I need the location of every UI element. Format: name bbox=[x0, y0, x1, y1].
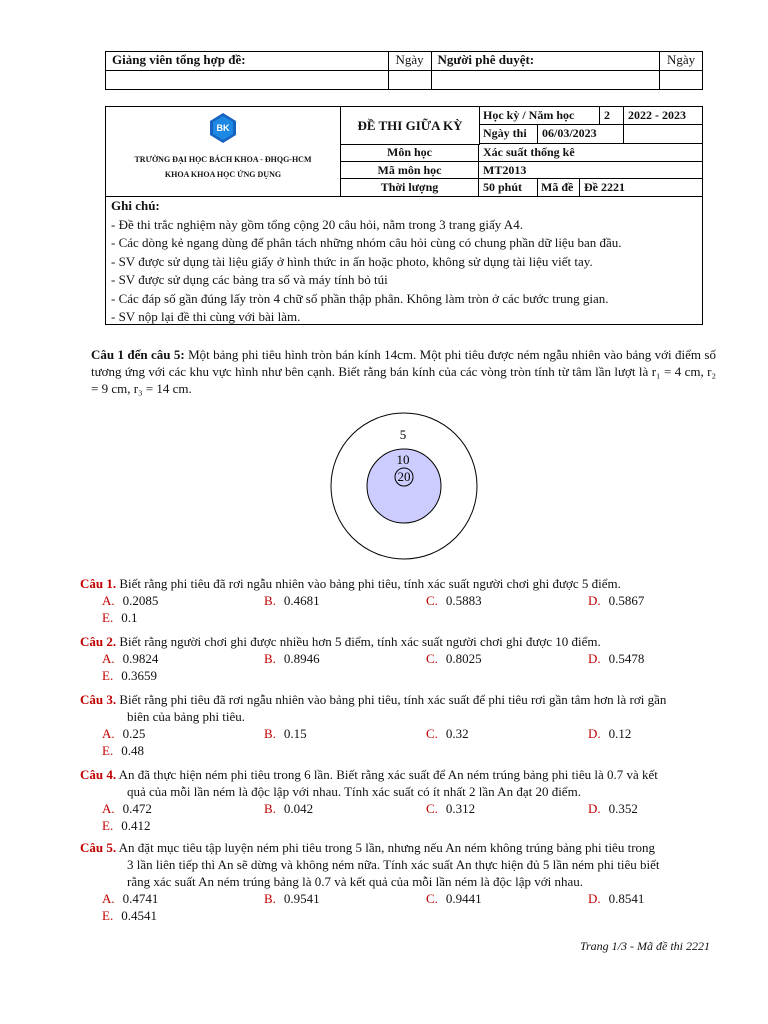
page-footer: Trang 1/3 - Mã đề thi 2221 bbox=[579, 939, 710, 953]
answer-option[interactable] bbox=[426, 800, 475, 817]
question-text: biên của bảng phi tiêu. bbox=[127, 709, 246, 724]
approver-label: Người phê duyệt: bbox=[431, 52, 660, 71]
subject-label: Môn học bbox=[341, 144, 479, 162]
option-value: 0.2085 bbox=[122, 593, 159, 608]
empty-cell bbox=[624, 125, 702, 144]
option-value: 0.352 bbox=[608, 801, 638, 816]
answer-option[interactable] bbox=[264, 725, 307, 742]
intro-text: Một bảng phi tiêu hình tròn bán kính 14cm. Một phi tiêu được ném ngẫu nhiên vào bảng với điểm số tương ứng với các khu vực hình như bên cạnh. Biết rằng bán kính của các vòng tròn tính từ tâm lần lượt là r₁ = 4 cm, r₂ = 9 cm, r₃ = 14 cm. bbox=[91, 347, 716, 396]
question-label: Câu 2. bbox=[80, 634, 117, 649]
option-letter: C. bbox=[426, 726, 438, 741]
exam-title: ĐỀ THI GIỮA KỲ bbox=[341, 107, 480, 145]
option-value: 0.25 bbox=[122, 726, 146, 741]
answer-option[interactable] bbox=[588, 650, 644, 667]
year-value: 2022 - 2023 bbox=[624, 107, 702, 125]
option-letter: B. bbox=[264, 726, 276, 741]
option-value: 0.412 bbox=[121, 818, 151, 833]
answer-option[interactable] bbox=[426, 650, 482, 667]
answer-option[interactable] bbox=[102, 592, 158, 609]
option-value: 0.472 bbox=[122, 801, 152, 816]
option-letter: D. bbox=[588, 891, 601, 906]
option-letter: E. bbox=[102, 610, 114, 625]
dartboard-figure bbox=[330, 412, 480, 562]
question-item bbox=[80, 839, 716, 924]
question-group-intro bbox=[91, 346, 716, 397]
option-value: 0.4741 bbox=[122, 891, 159, 906]
option-value: 0.5883 bbox=[445, 593, 482, 608]
university-cell bbox=[106, 107, 341, 196]
option-value: 0.8025 bbox=[445, 651, 482, 666]
question-item bbox=[80, 691, 716, 759]
course-code-label: Mã môn học bbox=[341, 162, 479, 179]
date-label: Ngày bbox=[388, 52, 431, 71]
question-text: Biết rằng phi tiêu đã rơi ngẫu nhiên vào bảng phi tiêu, tính xác suất để phi tiêu rơi gần tâm hơn là rơi gần bbox=[119, 692, 667, 707]
answer-option[interactable] bbox=[102, 817, 150, 834]
compiler-signature-cell bbox=[106, 71, 389, 90]
option-value: 0.32 bbox=[445, 726, 469, 741]
answer-option[interactable] bbox=[264, 890, 320, 907]
option-value: 0.9824 bbox=[122, 651, 159, 666]
middle-score-label: 10 bbox=[396, 452, 410, 467]
question-text: rằng xác suất An ném trúng bảng là 0.7 và kết quả của mỗi lần ném là độc lập với nhau. bbox=[127, 874, 583, 889]
answer-option[interactable] bbox=[102, 907, 157, 924]
date-cell bbox=[388, 71, 431, 90]
answer-option[interactable] bbox=[426, 890, 482, 907]
option-value: 0.48 bbox=[121, 743, 144, 758]
option-value: 0.15 bbox=[283, 726, 307, 741]
answer-option[interactable] bbox=[102, 890, 158, 907]
duration-value: 50 phút bbox=[479, 179, 538, 196]
semester-value: 2 bbox=[600, 107, 624, 125]
option-letter: E. bbox=[102, 668, 114, 683]
option-letter: B. bbox=[264, 593, 276, 608]
option-letter: D. bbox=[588, 651, 601, 666]
notes-box bbox=[105, 197, 703, 325]
exam-header bbox=[105, 106, 703, 197]
answer-option[interactable] bbox=[264, 800, 313, 817]
question-text: An đặt mục tiêu tập luyện ném phi tiêu trong 5 lần, nhưng nếu An ném không trúng bảng phi tiêu trong bbox=[118, 840, 656, 855]
question-text: Biết rằng phi tiêu đã rơi ngẫu nhiên vào bảng phi tiêu, tính xác suất người chơi ghi được 5 điểm. bbox=[119, 576, 621, 591]
course-code-value: MT2013 bbox=[479, 162, 702, 179]
exam-date-label: Ngày thi bbox=[479, 125, 538, 144]
answer-option[interactable] bbox=[102, 800, 152, 817]
compiler-label: Giảng viên tổng hợp đề: bbox=[106, 52, 389, 71]
option-letter: C. bbox=[426, 801, 438, 816]
option-value: 0.12 bbox=[608, 726, 632, 741]
option-letter: E. bbox=[102, 818, 114, 833]
option-value: 0.3659 bbox=[121, 668, 157, 683]
option-letter: E. bbox=[102, 743, 114, 758]
answer-option[interactable] bbox=[426, 725, 469, 742]
note-item: - SV nộp lại đề thi cùng với bài làm. bbox=[111, 309, 301, 324]
inner-score-label: 20 bbox=[397, 469, 411, 484]
question-label: Câu 4. bbox=[80, 767, 117, 782]
notes-title: Ghi chú: bbox=[111, 198, 160, 213]
answer-option[interactable] bbox=[426, 592, 482, 609]
option-value: 0.042 bbox=[283, 801, 314, 816]
exam-code-value: Đề 2221 bbox=[584, 180, 625, 194]
option-letter: D. bbox=[588, 726, 601, 741]
option-value: 0.1 bbox=[121, 610, 138, 625]
answer-option[interactable] bbox=[588, 800, 638, 817]
option-value: 0.5867 bbox=[608, 593, 645, 608]
option-letter: A. bbox=[102, 726, 115, 741]
option-value: 0.8541 bbox=[608, 891, 645, 906]
option-letter: E. bbox=[102, 908, 114, 923]
question-label: Câu 1. bbox=[80, 576, 117, 591]
question-text: 3 lần liên tiếp thì An sẽ dừng và không ném nữa. Tính xác suất An thực hiện đủ 5 lần ném phi tiêu biết bbox=[127, 857, 660, 872]
question-text: An đã thực hiện ném phi tiêu trong 6 lần. Biết rằng xác suất để An ném trúng bảng phi tiêu là 0.7 và kết bbox=[118, 767, 658, 782]
note-item: - SV được sử dụng các bảng tra số và máy tính bỏ túi bbox=[111, 272, 388, 287]
option-letter: C. bbox=[426, 651, 438, 666]
option-value: 0.4681 bbox=[283, 593, 320, 608]
option-letter: D. bbox=[588, 593, 601, 608]
option-value: 0.9441 bbox=[445, 891, 482, 906]
option-letter: A. bbox=[102, 891, 115, 906]
option-letter: C. bbox=[426, 593, 438, 608]
outer-score-label: 5 bbox=[399, 427, 407, 442]
subject-value: Xác suất thống kê bbox=[479, 144, 702, 162]
option-letter: B. bbox=[264, 801, 276, 816]
approval-table bbox=[105, 51, 703, 90]
option-value: 0.312 bbox=[445, 801, 476, 816]
note-item: - Đề thi trắc nghiệm này gồm tổng cộng 20 câu hỏi, nằm trong 3 trang giấy A4. bbox=[111, 216, 523, 232]
note-item: - SV được sử dụng tài liệu giấy ở hình thức in ấn hoặc photo, không sử dụng tài liệu viết tay. bbox=[111, 253, 593, 269]
answer-option[interactable] bbox=[102, 609, 137, 626]
option-value: 0.9541 bbox=[283, 891, 320, 906]
question-item bbox=[80, 575, 716, 626]
answer-option[interactable] bbox=[588, 890, 644, 907]
answer-option[interactable] bbox=[102, 725, 145, 742]
semester-label: Học kỳ / Năm học bbox=[479, 107, 600, 125]
option-letter: B. bbox=[264, 651, 276, 666]
logo-text: BK bbox=[216, 123, 230, 133]
answer-option[interactable] bbox=[264, 592, 320, 609]
exam-code-label: Mã đề bbox=[538, 179, 580, 196]
question-item bbox=[80, 766, 716, 834]
answer-option[interactable] bbox=[588, 725, 631, 742]
university-logo-icon bbox=[210, 113, 236, 143]
question-item bbox=[80, 633, 716, 684]
date-label: Ngày bbox=[660, 52, 703, 71]
question-text: quả của mỗi lần ném là độc lập với nhau. Tính xác suất có ít nhất 2 lần An đạt 20 điểm. bbox=[127, 784, 581, 799]
note-item: - Các đáp số gần đúng lấy tròn 4 chữ số phần thập phân. Không làm tròn ở các bước trung gian. bbox=[111, 290, 609, 306]
answer-option[interactable] bbox=[588, 592, 644, 609]
answer-option[interactable] bbox=[102, 742, 144, 759]
exam-date-value: 06/03/2023 bbox=[538, 125, 624, 144]
university-name: TRƯỜNG ĐẠI HỌC BÁCH KHOA - ĐHQG-HCM bbox=[134, 155, 312, 164]
question-label: Câu 5. bbox=[80, 840, 117, 855]
option-letter: A. bbox=[102, 801, 115, 816]
question-text: Biết rằng người chơi ghi được nhiều hơn 5 điểm, tính xác suất người chơi ghi được 10 điểm. bbox=[119, 634, 601, 649]
note-item: - Các dòng kẻ ngang dùng để phân tách những nhóm câu hỏi cùng có chung phần dữ liệu ban đầu. bbox=[111, 235, 622, 250]
faculty-name: KHOA KHOA HỌC ỨNG DỤNG bbox=[164, 170, 282, 179]
option-letter: A. bbox=[102, 651, 115, 666]
option-letter: B. bbox=[264, 891, 276, 906]
option-value: 0.4541 bbox=[121, 908, 157, 923]
duration-label: Thời lượng bbox=[341, 179, 479, 196]
option-value: 0.5478 bbox=[608, 651, 645, 666]
date-cell bbox=[660, 71, 703, 90]
approver-signature-cell bbox=[431, 71, 660, 90]
option-value: 0.8946 bbox=[283, 651, 320, 666]
answer-option[interactable] bbox=[264, 650, 320, 667]
intro-label: Câu 1 đến câu 5: bbox=[91, 347, 185, 362]
answer-option[interactable] bbox=[102, 650, 158, 667]
option-letter: D. bbox=[588, 801, 601, 816]
question-label: Câu 3. bbox=[80, 692, 117, 707]
option-letter: A. bbox=[102, 593, 115, 608]
answer-option[interactable] bbox=[102, 667, 157, 684]
option-letter: C. bbox=[426, 891, 438, 906]
